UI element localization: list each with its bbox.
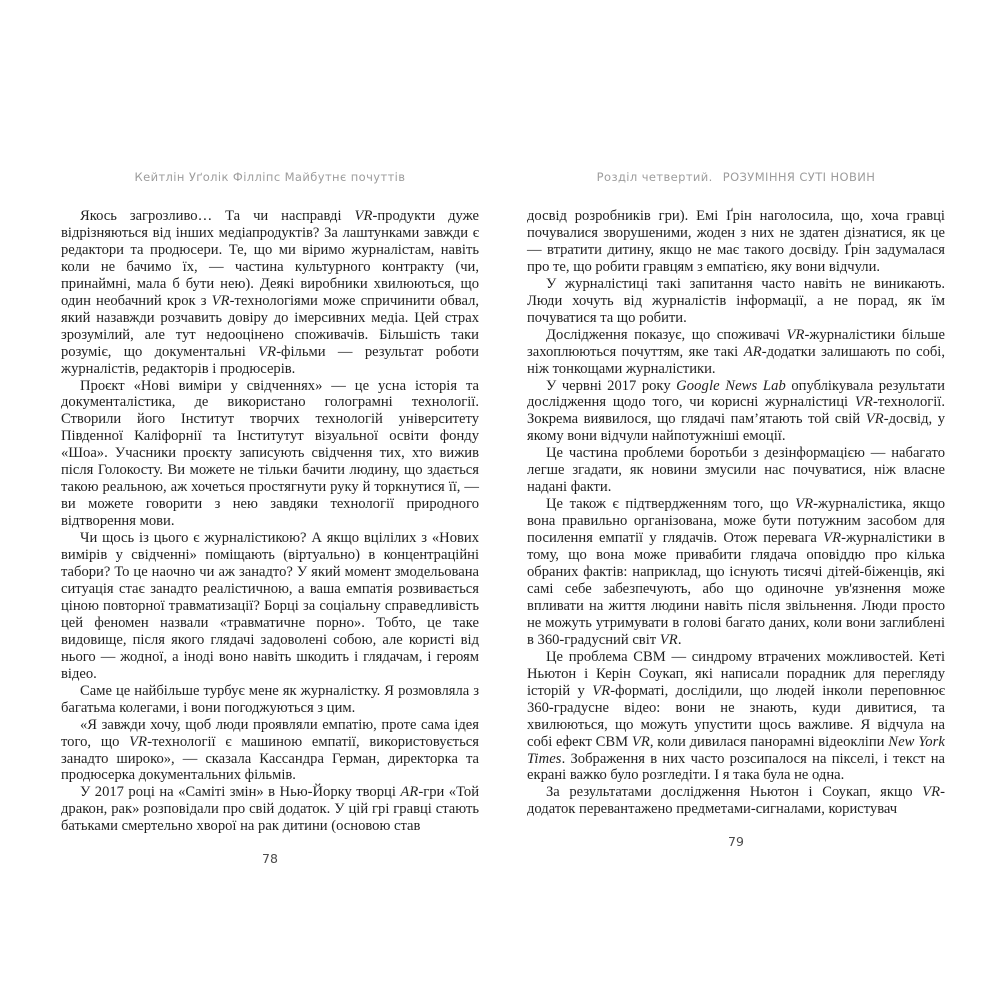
running-head-right <box>527 170 945 184</box>
paragraph: Проєкт «Нові виміри у свідченнях» — це усна історія та документалістика, де використано голограмні технології. Створили його Інститут творчих технологій університету Південної Каліфорнії та Інститутут візуальної освіти фонду «Шоа». Учасники проєкту записують свідчення тих, хто вижив після Голокосту. Ви можете не тільки бачити людину, що здається такою реальною, аж хочеться простягнути руку й торкнутися її, — ви можете говорити з нею завдяки технології природного відтворення мови. <box>61 377 479 530</box>
paragraph: Якось загрозливо… Та чи насправді VR-продукти дуже відрізняються від інших медіапродуктів? За лаштунками завжди є редактори та продюсери. Те, що ми віримо журналістам, навіть коли не бачимо їх, — частина культурного контракту (чи, принаймні, мала б бути нею). Деякі виробники хвилюються, що один необачний крок з VR-технологіями може спричинити обвал, який назавжди розчавить довіру до імерсивних медіа. Цей страх зрозумілий, але тут недооцінено споживачів. Більшість таки розуміє, що документальні VR-фільми — результат роботи журналістів, редакторів і продюсерів. <box>61 208 480 377</box>
page-number-left: 78 <box>262 851 278 867</box>
paragraph: «Я завжди хочу, щоб люди проявляли емпатію, проте сама ідея того, що VR-технології є машиною емпатії, використовується занадто широко», — сказала Кассандра Герман, директорка та продюсерка документальних фільмів. <box>61 716 479 784</box>
paragraph: Це проблема СВМ — синдрому втрачених можливостей. Кеті Ньютон і Керін Соукап, які написали порадник для перегляду історій у VR-форматі, дослідили, що людей інколи переповнює 360-градусне відео: вони не знають, куди дивитися, та хвилюються, що можуть упустити щось важливе. Я відчула на собі ефект СВМ VR, коли дивилася панорамні відеокліпи New York Times. Зображення в них часто розсипалося на пікселі, і текст на екрані важко було розгледіти. І я така була не одна. <box>527 648 945 784</box>
running-head-left: Кейтлін Уґолік Філліпс Майбутнє почуттів <box>134 170 406 184</box>
paragraph: У журналістиці такі запитання часто навіть не виникають. Люди хочуть від журналістів інформації, а не порад, як їм почуватися та що робити. <box>527 275 945 326</box>
left-page-body <box>61 208 479 835</box>
paragraph: У 2017 році на «Саміті змін» в Нью-Йорку творці AR-гри «Той дракон, рак» розповідали про свій додаток. У цій грі гравці стають батьками смертельно хворої на рак дитини (основою став <box>61 784 480 835</box>
running-head-chapter-title: РОЗУМІННЯ СУТІ НОВИН <box>722 170 876 184</box>
running-head-chapter: Розділ четвертий. <box>596 170 713 184</box>
paragraph: Це також є підтвердженням того, що VR-журналістика, якщо вона правильно організована, може бути потужним засобом для посилення емпатії у глядачів. Отож перевага VR-журналістики в тому, що вона може привабити глядача оповіддю про кілька обраних фактів: наприклад, що існують тисячі дітей-біженців, які самі себе забезпечують, або що одиночне ув'язнення може впливати на життя людини навіть після звільнення. Люди просто не можуть утримувати в голові багато даних, коли вони заглиблені в 360-градусний світ VR. <box>527 496 945 648</box>
right-page-body <box>527 208 945 818</box>
right-page <box>527 170 945 849</box>
paragraph: Дослідження показує, що споживачі VR-журналістики більше захоплюються почуттям, яке такі AR-додатки залишають по собі, ніж тонкощами журналістики. <box>527 326 946 377</box>
paragraph: У червні 2017 року Google News Lab опублікувала результати дослідження щодо того, чи корисні журналістиці VR-технології. Зокрема виявилося, що глядачі пам’ятають той свій VR-досвід, у якому вони відчули найпотужніші емоції. <box>527 377 946 445</box>
paragraph: Чи щось із цього є журналістикою? А якщо вцілілих з «Нових вимірів у свідченні» поміщають (віртуально) в концентраційні табори? То це наочно чи аж занадто? У який момент змодельована ситуація стає занадто реалістичною, а ваша емпатія розвивається ціною повторної травматизації? Борці за соціальну справедливість цей феномен назвали «травматичне порно». Тобто, це таке видовище, після якого глядачі задоволені собою, але користі від нього — жодної, а іноді воно навіть шкодить і глядачам, і героям відео. <box>61 530 479 682</box>
paragraph: досвід розробників гри). Емі Ґрін наголосила, що, хоча гравці почувалися зворушеними, жоден з них не здатен дізнатися, як це — втратити дитину, якщо не має такого досвіду. Ґрін задумалася про те, що робити гравцям з емпатією, яку вони відчули. <box>527 208 945 275</box>
paragraph: Саме це найбільше турбує мене як журналістку. Я розмовляла з багатьма колегами, і вони погоджуються з цим. <box>61 682 479 716</box>
left-page <box>61 170 479 866</box>
paragraph: За результатами дослідження Ньютон і Соукап, якщо VR-додаток перевантажено предметами-сигналами, користувач <box>527 784 945 818</box>
page-number-right: 79 <box>728 834 744 850</box>
paragraph: Це частина проблеми боротьби з дезінформацією — набагато легше згадати, як новини змусили нас почуватися, ніж власне надані факти. <box>527 445 945 496</box>
